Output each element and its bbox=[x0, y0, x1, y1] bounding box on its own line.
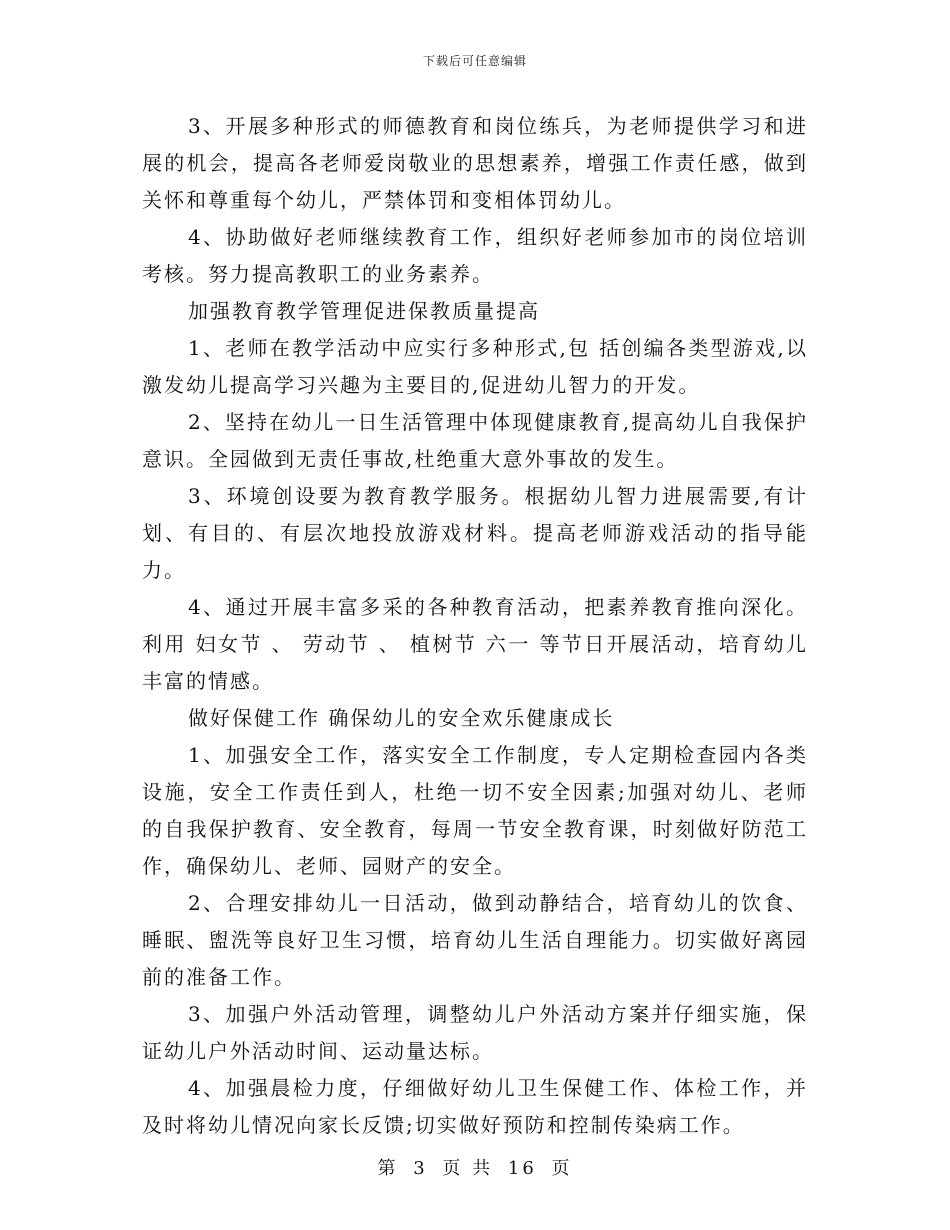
paragraph: 3、开展多种形式的师德教育和岗位练兵，为老师提供学习和进展的机会，提高各老师爱岗敬业的思想素养，增强工作责任感，做到关怀和尊重每个幼儿，严禁体罚和变相体罚幼儿。 bbox=[142, 114, 808, 212]
page-header: 下载后可任意编辑 bbox=[422, 54, 527, 68]
paragraph: 2、坚持在幼儿一日生活管理中体现健康教育,提高幼儿自我保护意识。全园做到无责任事故,杜绝重大意外事故的发生。 bbox=[142, 410, 808, 471]
paragraph: 3、环境创设要为教育教学服务。根据幼儿智力进展需要,有计划、有目的、有层次地投放游戏材料。提高老师游戏活动的指导能力。 bbox=[142, 484, 808, 582]
footer-suffix: 页 bbox=[551, 1158, 573, 1179]
paragraph: 3、加强户外活动管理，调整幼儿户外活动方案并仔细实施，保证幼儿户外活动时间、运动量达标。 bbox=[142, 1002, 808, 1063]
footer-prefix: 第 bbox=[377, 1158, 399, 1179]
document-body bbox=[142, 108, 808, 1144]
paragraph: 2、合理安排幼儿一日活动，做到动静结合，培育幼儿的饮食、睡眠、盥洗等良好卫生习惯，培育幼儿生活自理能力。切实做好离园前的准备工作。 bbox=[142, 891, 808, 989]
paragraph: 4、加强晨检力度，仔细做好幼儿卫生保健工作、体检工作，并及时将幼儿情况向家长反馈;切实做好预防和控制传染病工作。 bbox=[142, 1076, 808, 1137]
page-footer bbox=[0, 1154, 950, 1180]
total-page-count: 16 bbox=[507, 1158, 537, 1179]
section-heading: 加强教育教学管理促进保教质量提高 bbox=[188, 299, 540, 323]
paragraph: 1、加强安全工作，落实安全工作制度，专人定期检查园内各类设施，安全工作责任到人，杜绝一切不安全因素;加强对幼儿、老师的自我保护教育、安全教育，每周一节安全教育课，时刻做好防范工作，确保幼儿、老师、园财产的安全。 bbox=[142, 743, 808, 878]
paragraph: 1、老师在教学活动中应实行多种形式,包 括创编各类型游戏,以激发幼儿提高学习兴趣为主要目的,促进幼儿智力的开发。 bbox=[142, 336, 808, 397]
paragraph: 4、通过开展丰富多采的各种教育活动，把素养教育推向深化。利用 妇女节 、 劳动节 、 植树节 六一 等节日开展活动，培育幼儿丰富的情感。 bbox=[142, 595, 808, 693]
paragraph: 4、协助做好老师继续教育工作，组织好老师参加市的岗位培训考核。努力提高教职工的业务素养。 bbox=[142, 225, 808, 286]
current-page-number: 3 bbox=[413, 1158, 428, 1179]
section-heading: 做好保健工作 确保幼儿的安全欢乐健康成长 bbox=[188, 706, 615, 730]
footer-middle: 页 共 bbox=[442, 1158, 494, 1179]
